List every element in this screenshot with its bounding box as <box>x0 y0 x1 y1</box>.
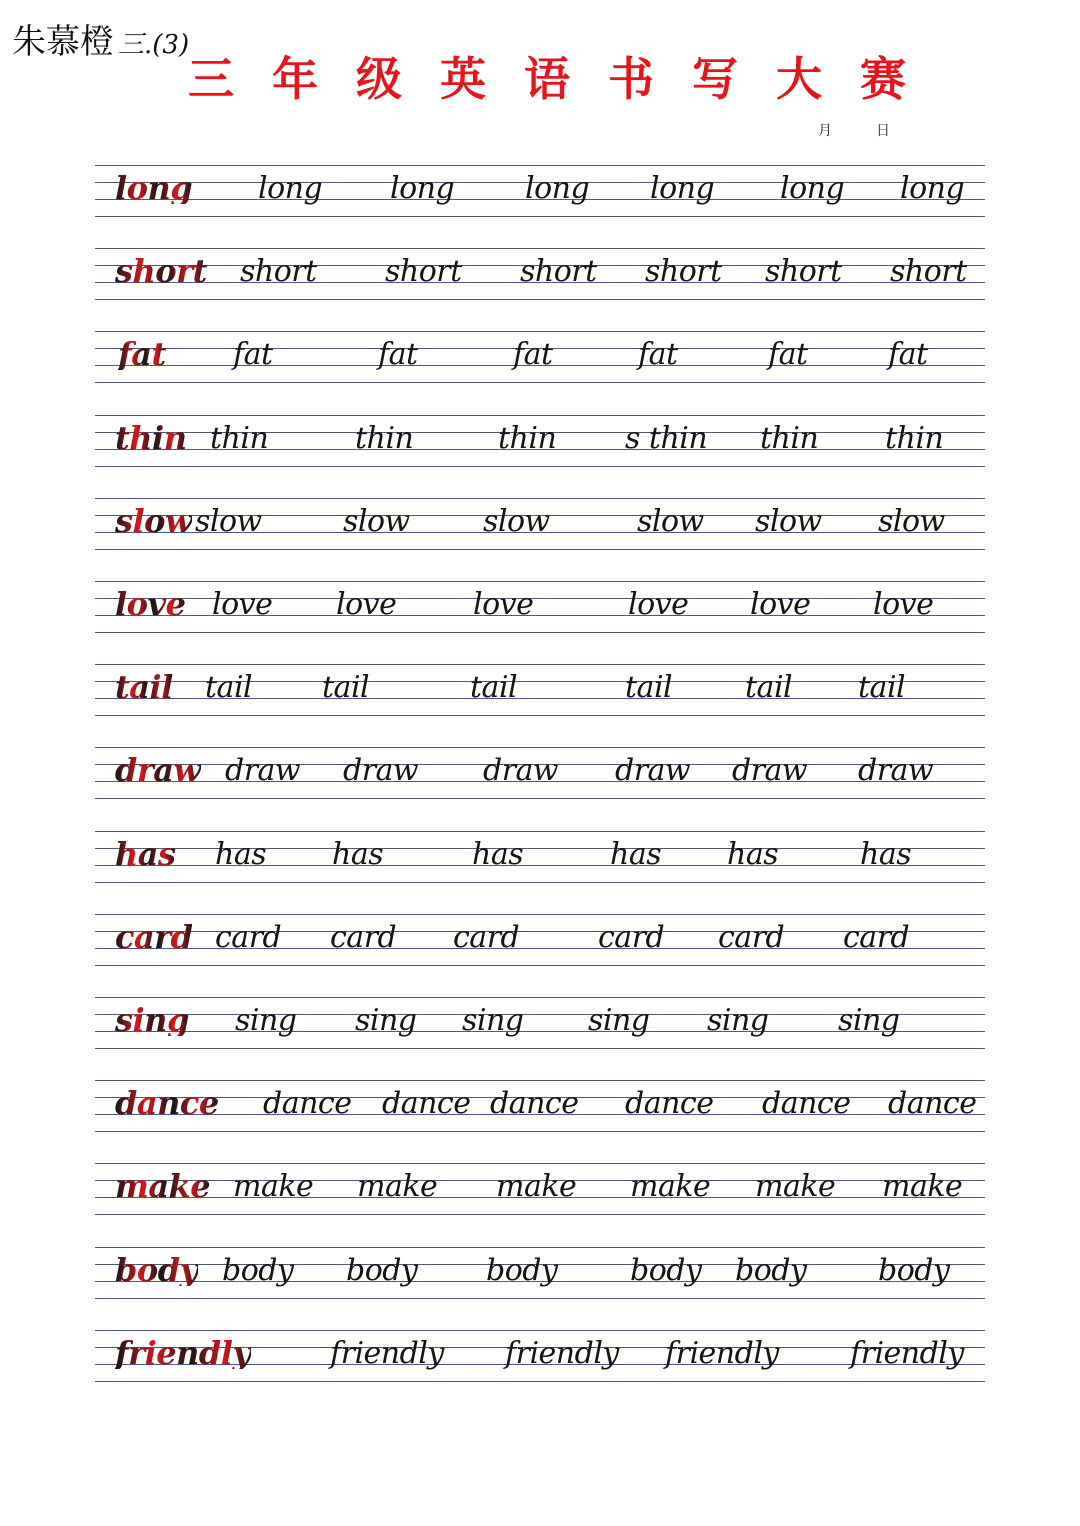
practice-word: fat <box>638 337 678 373</box>
practice-word: love <box>750 587 811 622</box>
practice-word: tail <box>205 670 253 706</box>
practice-word: sing <box>588 1003 650 1038</box>
practice-word: card <box>843 919 910 955</box>
guide-line <box>95 1163 985 1164</box>
practice-word: sing <box>838 1003 900 1038</box>
practice-word: thin <box>885 420 944 456</box>
practice-word: card <box>598 919 665 955</box>
guide-line <box>95 632 985 633</box>
practice-word: thin <box>210 420 269 456</box>
practice-grid <box>95 0 985 1526</box>
practice-word: sing <box>235 1003 297 1038</box>
guide-line <box>95 216 985 217</box>
model-word: slow <box>115 501 193 540</box>
practice-row <box>95 1247 985 1299</box>
model-word: short <box>115 252 207 291</box>
practice-word: body <box>346 1252 418 1288</box>
practice-word: has <box>860 836 912 872</box>
practice-word: long <box>258 171 323 206</box>
practice-row <box>95 1080 985 1132</box>
practice-word: short <box>765 254 842 290</box>
practice-word: dance <box>625 1086 714 1122</box>
practice-word: make <box>755 1169 836 1205</box>
guide-line <box>95 1247 985 1248</box>
practice-word: friendly <box>330 1335 444 1371</box>
practice-word: tail <box>625 670 673 706</box>
practice-word: body <box>735 1252 807 1288</box>
guide-line <box>95 914 985 915</box>
practice-word: draw <box>615 753 691 789</box>
model-word: tail <box>115 668 173 707</box>
practice-word: dance <box>888 1086 977 1122</box>
practice-word: long <box>900 171 965 206</box>
guide-line <box>95 831 985 832</box>
title-char: 赛 <box>860 52 906 106</box>
practice-row <box>95 165 985 217</box>
practice-word: friendly <box>850 1335 964 1371</box>
practice-word: long <box>525 171 590 206</box>
practice-word: long <box>390 171 455 206</box>
practice-word: sing <box>707 1003 769 1038</box>
practice-word: body <box>878 1252 950 1288</box>
practice-word: draw <box>343 753 419 789</box>
practice-word: friendly <box>505 1335 619 1371</box>
practice-word: card <box>453 919 520 955</box>
model-word: love <box>115 585 186 623</box>
practice-word: body <box>630 1252 702 1288</box>
guide-line <box>95 466 985 467</box>
practice-word: draw <box>858 753 934 789</box>
practice-word: short <box>890 254 967 290</box>
guide-line <box>95 498 985 499</box>
practice-word: has <box>472 836 524 872</box>
practice-word: fat <box>513 337 553 373</box>
guide-line <box>95 1131 985 1132</box>
practice-row <box>95 747 985 799</box>
student-class: 三.(3) <box>118 30 190 60</box>
practice-word: slow <box>637 503 704 539</box>
practice-word: dance <box>382 1086 471 1122</box>
guide-line <box>95 798 985 799</box>
practice-word: body <box>222 1252 294 1288</box>
practice-word: tail <box>322 670 370 706</box>
practice-row <box>95 1330 985 1382</box>
practice-row <box>95 498 985 550</box>
practice-word: has <box>215 836 267 872</box>
model-word: dance <box>115 1084 219 1123</box>
practice-word: short <box>240 254 317 290</box>
practice-word: love <box>473 587 534 622</box>
guide-line <box>95 299 985 300</box>
date-day-label: 日 <box>876 123 890 139</box>
guide-line <box>95 248 985 249</box>
guide-line <box>95 882 985 883</box>
guide-line <box>95 1080 985 1081</box>
practice-word: slow <box>878 503 945 539</box>
practice-row <box>95 1163 985 1215</box>
model-word: make <box>115 1167 211 1206</box>
practice-word: love <box>336 587 397 622</box>
title-char: 年 <box>272 52 318 106</box>
practice-word: fat <box>768 337 808 373</box>
practice-word: slow <box>195 503 262 539</box>
practice-word: has <box>332 836 384 872</box>
model-word: has <box>115 834 176 873</box>
practice-word: has <box>727 836 779 872</box>
student-name: 朱慕橙 <box>12 22 114 62</box>
practice-word: has <box>610 836 662 872</box>
practice-word: make <box>357 1169 438 1205</box>
guide-line <box>95 382 985 383</box>
model-word: sing <box>115 1001 189 1039</box>
title-char: 英 <box>440 52 486 106</box>
guide-line <box>95 165 985 166</box>
guide-line <box>95 965 985 966</box>
guide-line <box>95 747 985 748</box>
practice-word: fat <box>233 337 273 373</box>
practice-word: slow <box>343 503 410 539</box>
practice-word: dance <box>263 1086 352 1122</box>
practice-word: make <box>882 1169 963 1205</box>
practice-word: s thin <box>625 420 708 456</box>
guide-line <box>95 715 985 716</box>
practice-word: short <box>645 254 722 290</box>
practice-word: draw <box>483 753 559 789</box>
practice-word: make <box>496 1169 577 1205</box>
practice-word: card <box>718 919 785 955</box>
title-char: 书 <box>608 52 654 106</box>
practice-word: friendly <box>665 1335 779 1371</box>
guide-line <box>95 1381 985 1382</box>
practice-word: love <box>628 587 689 622</box>
practice-word: body <box>486 1252 558 1288</box>
model-word: fat <box>118 335 166 374</box>
practice-word: short <box>385 254 462 290</box>
practice-row <box>95 415 985 467</box>
practice-word: make <box>630 1169 711 1205</box>
guide-line <box>95 581 985 582</box>
practice-word: love <box>212 587 273 622</box>
practice-word: short <box>520 254 597 290</box>
practice-word: thin <box>355 420 414 456</box>
title-char: 级 <box>356 52 402 106</box>
practice-word: draw <box>732 753 808 789</box>
practice-word: slow <box>483 503 550 539</box>
practice-row <box>95 331 985 383</box>
practice-word: tail <box>858 670 906 706</box>
practice-word: card <box>330 919 397 955</box>
practice-row <box>95 248 985 300</box>
practice-word: long <box>780 171 845 206</box>
practice-word: fat <box>888 337 928 373</box>
title-char: 语 <box>524 52 570 106</box>
practice-row <box>95 581 985 633</box>
practice-word: fat <box>378 337 418 373</box>
guide-line <box>95 331 985 332</box>
guide-line <box>95 415 985 416</box>
practice-row <box>95 831 985 883</box>
model-word: friendly <box>115 1333 251 1372</box>
practice-word: thin <box>760 420 819 456</box>
practice-word: make <box>233 1169 314 1205</box>
practice-row <box>95 914 985 966</box>
guide-line <box>95 1298 985 1299</box>
practice-word: tail <box>470 670 518 706</box>
model-word: long <box>115 169 193 207</box>
guide-line <box>95 1048 985 1049</box>
practice-word: card <box>215 919 282 955</box>
guide-line <box>95 664 985 665</box>
practice-word: tail <box>745 670 793 706</box>
guide-line <box>95 549 985 550</box>
guide-line <box>95 1214 985 1215</box>
model-word: draw <box>115 751 201 790</box>
practice-word: sing <box>355 1003 417 1038</box>
title-char: 三 <box>188 52 234 106</box>
model-word: card <box>115 917 193 956</box>
practice-word: dance <box>762 1086 851 1122</box>
title-char: 写 <box>692 52 738 106</box>
model-word: thin <box>115 418 187 457</box>
practice-word: love <box>873 587 934 622</box>
date-month-label: 月 <box>818 123 832 139</box>
practice-word: thin <box>498 420 557 456</box>
practice-row <box>95 664 985 716</box>
practice-word: long <box>650 171 715 206</box>
practice-row <box>95 997 985 1049</box>
title-char: 大 <box>776 52 822 106</box>
practice-word: draw <box>225 753 301 789</box>
practice-word: dance <box>490 1086 579 1122</box>
model-word: body <box>115 1250 198 1289</box>
practice-word: sing <box>462 1003 524 1038</box>
guide-line <box>95 997 985 998</box>
practice-word: slow <box>755 503 822 539</box>
guide-line <box>95 1330 985 1331</box>
